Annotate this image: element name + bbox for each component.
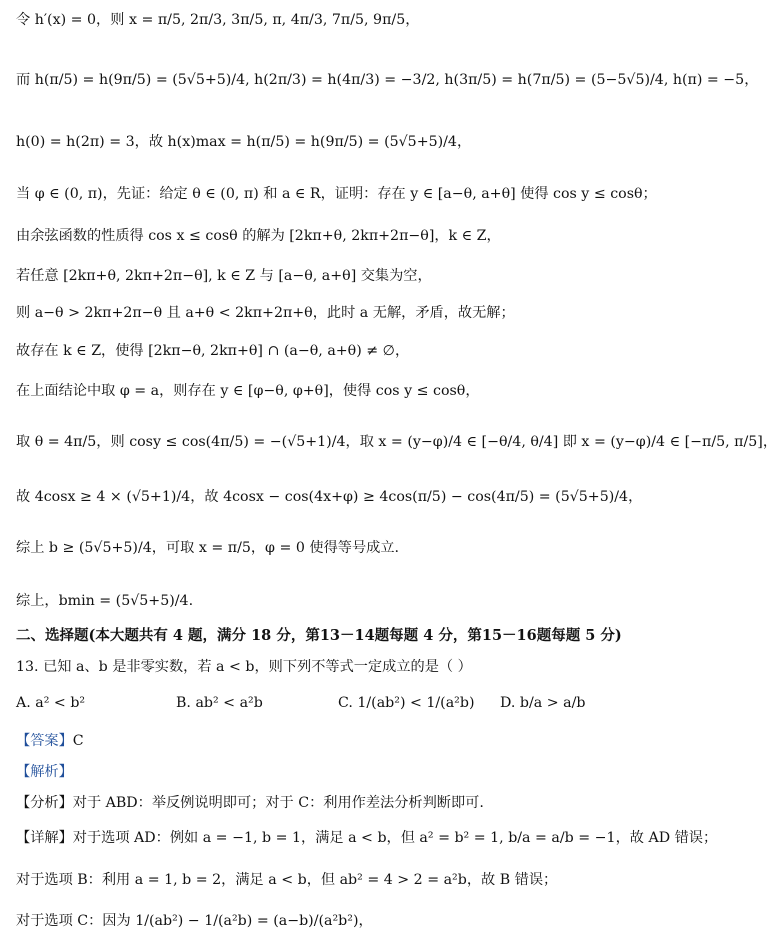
analysis-summary: 【分析】对于 ABD：举反例说明即可；对于 C：利用作差法分析判断即可. [16,795,484,811]
substitution-line: 在上面结论中取 φ = a，则存在 y ∈ [φ−θ, φ+θ]，使得 cos y ≤ cosθ， [16,383,480,399]
existence-line: 故存在 k ∈ Z，使得 [2kπ−θ, 2kπ+θ] ∩ (a−θ, a+θ) ≠ ∅， [16,343,410,359]
answer-tag: 【答案】 [16,733,73,749]
lemma-statement-line: 当 φ ∈ (0, π)，先证：给定 θ ∈ (0, π) 和 a ∈ R，证明：存在 y ∈ [a−θ, a+θ] 使得 cos y ≤ cosθ； [16,186,657,202]
detail-option-b: 对于选项 B：利用 a = 1, b = 2，满足 a < b，但 ab² = 4 > 2 = a²b，故 B 错误； [16,872,558,888]
contradiction-line: 则 a−θ > 2kπ+2π−θ 且 a+θ < 2kπ+2π+θ，此时 a 无解，矛盾，故无解； [16,305,515,321]
question-13: 13. 已知 a、b 是非零实数，若 a < b，则下列不等式一定成立的是（ ） [16,659,472,675]
detail-option-ad: 【详解】对于选项 AD：例如 a = −1, b = 1，满足 a < b，但 a² = b² = 1, b/a = a/b = −1，故 AD 错误； [16,830,718,846]
detail-option-c: 对于选项 C：因为 1/(ab²) − 1/(a²b) = (a−b)/(a²b²)， [16,913,373,929]
answer-value: C [72,733,84,749]
option-d: D. b/a > a/b [500,695,586,711]
option-a: A. a² < b² [16,695,86,711]
option-c: C. 1/(ab²) < 1/(a²b) [338,695,475,711]
conclusion-line: 综上 b ≥ (5√5+5)/4，可取 x = π/5，φ = 0 使得等号成立. [16,540,400,556]
theta-choice-line: 取 θ = 4π/5，则 cosy ≤ cos(4π/5) = −(√5+1)/4，取 x = (y−φ)/4 ∈ [−θ/4, θ/4] 即 x = (y−φ)/4 ∈ [−π/5, π/5]， [16,434,777,450]
minimum-line: 综上，bmin = (5√5+5)/4. [16,593,194,609]
function-values-line: 而 h(π/5) = h(9π/5) = (5√5+5)/4, h(2π/3) = h(4π/3) = −3/2, h(3π/5) = h(7π/5) = (5−5√5)/4, h(π) = −5， [16,72,759,88]
option-b: B. ab² < a²b [176,695,263,711]
max-value-line: h(0) = h(2π) = 3，故 h(x)max = h(π/5) = h(9π/5) = (5√5+5)/4， [16,134,472,150]
empty-intersection-line: 若任意 [2kπ+θ, 2kπ+2π−θ], k ∈ Z 与 [a−θ, a+θ] 交集为空， [16,268,432,284]
answer-line [16,731,643,751]
derivative-zero-line: 令 h′(x) = 0，则 x = π/5, 2π/3, 3π/5, π, 4π/3, 7π/5, 9π/5， [16,12,420,28]
section-heading: 二、选择题(本大题共有 4 题，满分 18 分，第13－14题每题 4 分，第15－16题每题 5 分) [16,627,622,644]
options-row [16,693,643,717]
cosine-solution-line: 由余弦函数的性质得 cos x ≤ cosθ 的解为 [2kπ+θ, 2kπ+2π−θ]，k ∈ Z， [16,228,501,244]
inequality-line: 故 4cosx ≥ 4 × (√5+1)/4，故 4cosx − cos(4x+φ) ≥ 4cos(π/5) − cos(4π/5) = (5√5+5)/4， [16,489,643,505]
analysis-tag: 【解析】 [16,764,73,780]
